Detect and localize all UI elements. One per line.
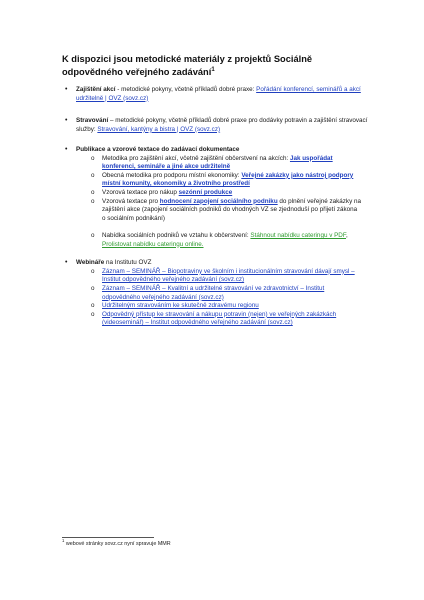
sub-item-text: Nabídka sociálních podniků ve vztahu k občerstvení: <box>102 232 251 239</box>
bullet-text: na Institutu OVZ <box>104 259 152 266</box>
bullet-term: Webináře <box>76 259 105 266</box>
link-hodnoceni-socialniho-podniku[interactable]: hodnocení zapojení sociálního podniku <box>159 197 278 205</box>
link-stravovani-kantyny[interactable]: Stravování, kantýny a bistra | OVZ (sovz.cz) <box>97 125 221 133</box>
bullet-text: – metodické pokyny, včetně příkladů dobré praxe pro dodávky potravin a zajištění stravovací služby: <box>76 117 368 133</box>
sub-bullet: o <box>91 232 95 239</box>
bullet-term: Stravování <box>76 117 109 124</box>
sub-item-text-cont: do plnění veřejné zakázky na zajištění akce (zapojení sociálních podniků do vhodných VZ se zjednoduší po přijetí zákona o sociálním podnikání) <box>102 197 361 222</box>
sub-bullet: o <box>91 189 95 196</box>
link-separator: , <box>346 232 348 239</box>
bullet-term: Publikace a vzorové textace do zadávací dokumentace <box>76 146 240 153</box>
link-prolistovat-catering[interactable]: Prolistovat nabídku cateringu online. <box>102 240 204 248</box>
sub-bullet: o <box>91 171 95 179</box>
sub-item-socialni-podnik <box>91 197 362 224</box>
bullet-publikace <box>65 146 372 155</box>
heading-text: K dispozici jsou metodické materiály z projektů Sociálně odpovědného veřejného zadávání <box>62 54 313 77</box>
page-heading <box>62 53 362 78</box>
sub-item-sezonni-produkce <box>91 189 362 198</box>
bullet-dot: • <box>65 146 68 153</box>
link-webinar-biopotraviny[interactable]: Záznam – SEMINÁŘ – Biopotraviny ve školním i institucionálním stravování dávají smysl – Institut odpovědného veřejného zadávání (sovz.cz) <box>102 267 355 284</box>
link-jak-usporadat-konferenci[interactable]: Jak uspořádat konferenci, semináře a jiné akce udržitelně <box>102 154 333 171</box>
bullet-dot: • <box>65 117 68 124</box>
bullet-zajisteni-akci <box>65 86 372 103</box>
sub-item-catering <box>91 232 362 249</box>
heading-footnote-ref: 1 <box>211 66 215 73</box>
sub-bullet: o <box>91 285 95 292</box>
link-webinar-zdravotnictvi[interactable]: Záznam – SEMINÁŘ – Kvalitní a udržitelné stravování ve zdravotnictví – Institut odpovědného veřejného zadávání (sovz.cz) <box>102 285 325 301</box>
sub-item-text: Vzorová textace pro nákup <box>102 189 179 196</box>
sub-bullet: o <box>91 267 95 275</box>
bullet-text: - metodické pokyny, včetně příkladů dobré praxe: <box>115 86 257 93</box>
webinar-item-biopotraviny <box>91 267 362 285</box>
bullet-term: Zajištění akcí <box>76 86 116 93</box>
sub-item-metodika-akci <box>91 154 362 172</box>
sub-bullet: o <box>91 310 95 318</box>
sub-bullet: o <box>91 302 95 310</box>
link-stahnout-catering-pdf[interactable]: Stáhnout nabídku cateringu v PDF <box>250 232 346 239</box>
footnote-divider <box>62 537 154 538</box>
link-poradani-konferenci[interactable]: Pořádání konferencí, seminářů a akcí udržitelně | OVZ (sovz.cz) <box>76 86 361 102</box>
link-webinar-zdravy-region[interactable]: Udržitelným stravováním ke skutečně zdravému regionu <box>102 302 259 310</box>
link-verejne-zakazky-nastroj[interactable]: Veřejné zakázky jako nástroj podpory místní komunity, ekonomiky a životního prostředí <box>102 171 354 188</box>
sub-item-text: Obecná metodika pro podporu místní ekonomiky: <box>102 171 242 179</box>
sub-bullet: o <box>91 154 95 162</box>
bullet-dot: • <box>65 86 68 93</box>
link-sezonni-produkce[interactable]: sezónní produkce <box>178 189 233 196</box>
webinar-item-zdravy-region <box>91 302 362 311</box>
link-webinar-odpovedny-pristup[interactable]: Odpovědný přístup ke stravování a nákupu potravin (nejen) ve veřejných zakázkách (videoseminář) – Institut odpovědného veřejného zadávání (sovz.cz) <box>102 310 337 327</box>
footnote <box>62 538 362 548</box>
sub-item-mistni-ekonomika <box>91 171 362 189</box>
bullet-stravovani <box>65 117 372 134</box>
footnote-text: webové stránky sovz.cz nyní spravuje MMR <box>64 541 171 547</box>
footnote-number: 1 <box>62 538 65 544</box>
sub-item-text: Vzorová textace pro <box>102 197 160 205</box>
webinar-item-odpovedny-pristup <box>91 310 362 328</box>
sub-item-text: Metodika pro zajištění akcí, včetně zajištění občerstvení na akcích: <box>102 154 290 162</box>
bullet-webinare <box>65 259 372 268</box>
sub-bullet: o <box>91 197 95 205</box>
webinar-item-zdravotnictvi <box>91 285 362 302</box>
bullet-dot: • <box>65 259 68 266</box>
